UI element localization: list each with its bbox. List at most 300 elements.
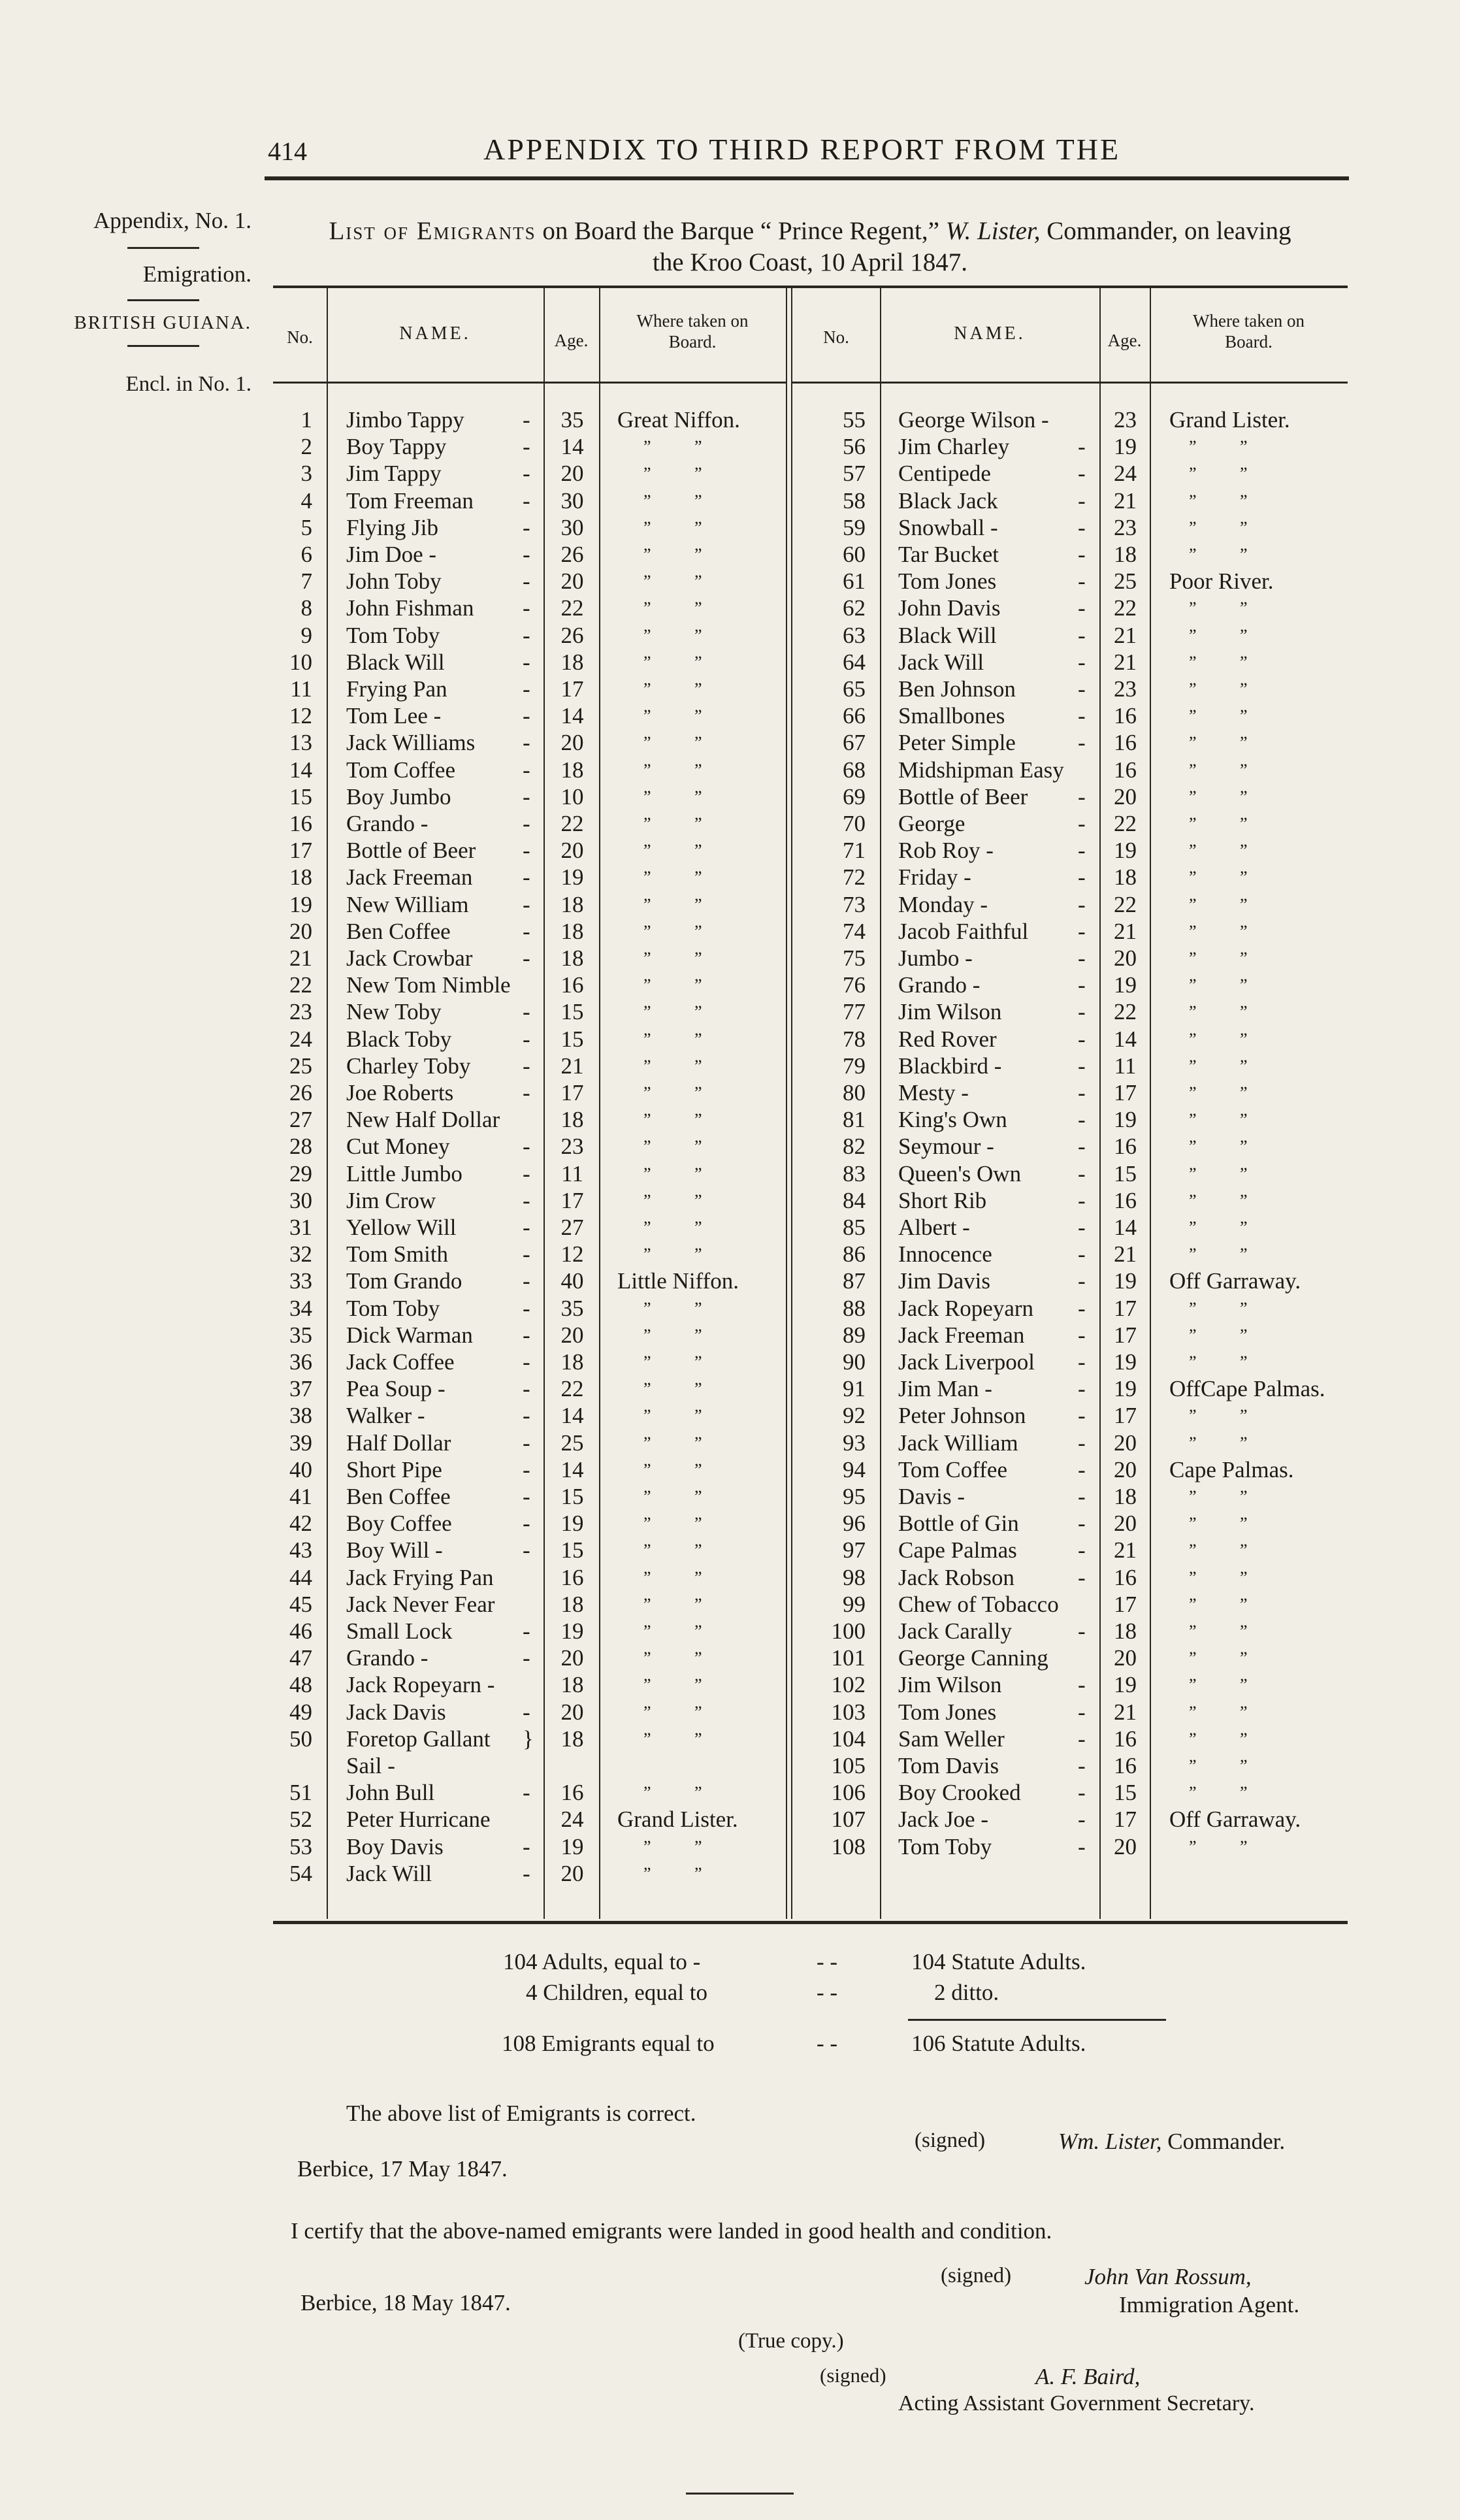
col-header-where-right-line2: Board. (1225, 332, 1273, 352)
leader-dash: - (1078, 703, 1086, 729)
title-line2: the Kroo Coast, 10 April 1847. (652, 248, 968, 276)
ditto-mark: ” ” (1189, 894, 1267, 914)
emigrant-number: 40 (289, 1456, 312, 1482)
emigrant-name: New Toby (346, 999, 442, 1025)
emigrant-number: 1 (300, 407, 312, 433)
emigrant-number: 7 (300, 568, 312, 595)
table-row (0, 783, 1460, 810)
emigrant-age: 22 (1114, 891, 1137, 917)
emigrant-name: Dick Warman (346, 1322, 473, 1348)
table-row (0, 1779, 1460, 1806)
ditto-mark: ” ” (643, 1460, 722, 1479)
emigrant-name: New Tom Nimble (346, 972, 511, 998)
leader-dash: - (1078, 514, 1086, 540)
leader-dash: - (523, 945, 530, 971)
ditto-mark: ” ” (1189, 787, 1267, 806)
table-row (0, 702, 1460, 729)
emigrant-number: 74 (843, 918, 866, 944)
leader-dash: - (523, 1699, 530, 1725)
margin-rule (127, 299, 199, 301)
cert-role-2: Immigration Agent. (1119, 2292, 1300, 2317)
table-row (0, 1160, 1460, 1187)
leader-dash: - (1078, 622, 1086, 648)
leader-dash: - (523, 1080, 530, 1105)
emigrant-number: 98 (843, 1564, 866, 1590)
leader-dash: - (523, 461, 530, 487)
end-rule (686, 2493, 794, 2495)
ditto-mark: ” ” (643, 894, 722, 914)
leader-dash: - (523, 1134, 530, 1160)
emigrant-name: Small Lock (346, 1618, 453, 1644)
emigrant-age: 27 (560, 1215, 584, 1240)
emigrant-name: Peter Johnson (898, 1403, 1026, 1429)
leader-dash: - (523, 1860, 530, 1886)
emigrant-number: 86 (843, 1241, 866, 1268)
leader-dash: - (1078, 1160, 1086, 1186)
table-row (0, 487, 1460, 514)
summary-adults-label: 104 Adults, equal to - (503, 1949, 701, 1974)
emigrant-name: Boy Jumbo (346, 783, 451, 810)
col-header-where-line2: Board. (668, 332, 717, 352)
leader-dash: - (1078, 783, 1086, 810)
leader-dash: - (1078, 1295, 1086, 1321)
emigrant-number: 13 (289, 730, 312, 756)
leader-dash: - (1078, 1134, 1086, 1160)
ditto-mark: ” ” (643, 921, 722, 941)
table-row (0, 1591, 1460, 1618)
emigrant-number: 31 (289, 1215, 312, 1240)
ditto-mark: ” ” (643, 625, 722, 645)
cert-signed-2: (signed) (941, 2264, 1012, 2287)
ditto-mark: ” ” (1189, 1487, 1267, 1506)
emigrant-name: Grando - (898, 972, 981, 998)
emigrant-age: 15 (560, 1537, 584, 1563)
emigrant-name: Grando - (346, 1645, 429, 1671)
emigrant-age: 18 (560, 649, 584, 675)
emigrant-age: 19 (1114, 1672, 1137, 1698)
ditto-mark: ” ” (1189, 1567, 1267, 1587)
ditto-mark: ” ” (1189, 814, 1267, 833)
header-rule (265, 176, 1349, 180)
ditto-mark: ” ” (1189, 1622, 1267, 1641)
leader-dash: - (523, 1376, 530, 1402)
leader-dash: - (523, 1295, 530, 1321)
leader-dash: - (1078, 891, 1086, 917)
summary-total-value: 106 Statute Adults. (911, 2031, 1086, 2056)
emigrant-name: Smallbones (898, 703, 1005, 729)
emigrant-age: 19 (1114, 1349, 1137, 1375)
emigrant-name: Tom Coffee (346, 757, 456, 783)
summary-total-dashes: - - (817, 2031, 838, 2056)
ditto-mark: ” ” (1189, 679, 1267, 698)
emigrant-age: 16 (1114, 1187, 1137, 1213)
ditto-mark: ” ” (1189, 975, 1267, 995)
emigrant-age: 18 (560, 945, 584, 971)
leader-dash: - (523, 1403, 530, 1429)
ditto-mark: ” ” (643, 1783, 722, 1803)
leader-dash: - (523, 999, 530, 1025)
emigrant-name: New Half Dollar (346, 1107, 500, 1133)
leader-dash: - (523, 1780, 530, 1806)
cert-place-date-2: Berbice, 18 May 1847. (300, 2290, 511, 2315)
emigrant-age: 21 (1114, 1537, 1137, 1563)
leader-dash: - (1078, 1349, 1086, 1375)
emigrant-name: Bottle of Gin (898, 1511, 1019, 1537)
emigrant-age: 23 (1114, 407, 1137, 433)
emigrant-age: 18 (560, 891, 584, 917)
emigrant-age: 35 (560, 1295, 584, 1321)
cert-signed-1: (signed) (915, 2129, 986, 2152)
emigrant-name: Tom Toby (898, 1833, 992, 1859)
emigrant-age: 21 (1114, 622, 1137, 648)
emigrant-number: 62 (843, 595, 866, 621)
leader-dash: - (523, 407, 530, 433)
emigrant-number: 53 (289, 1833, 312, 1859)
emigrant-age: 14 (1114, 1026, 1137, 1052)
emigrant-number: 19 (289, 891, 312, 917)
leader-dash: - (1078, 1376, 1086, 1402)
table-row (0, 1618, 1460, 1645)
ditto-mark: ” ” (643, 1675, 722, 1695)
emigrant-name: Frying Pan (346, 676, 447, 702)
emigrant-age: 21 (560, 1053, 584, 1079)
emigrant-number: 29 (289, 1160, 312, 1186)
ditto-mark: ” ” (643, 760, 722, 779)
ditto-mark: ” ” (1189, 1783, 1267, 1803)
ditto-mark: ” ” (643, 949, 722, 968)
ditto-mark: ” ” (1189, 1056, 1267, 1075)
emigrant-name: Bottle of Beer (898, 783, 1028, 810)
ditto-mark: ” ” (1189, 598, 1267, 618)
emigrant-number: 22 (289, 972, 312, 998)
true-copy: (True copy.) (738, 2329, 844, 2353)
ditto-mark: ” ” (1189, 1002, 1267, 1022)
leader-dash: - (1078, 864, 1086, 891)
leader-dash: - (523, 1160, 530, 1186)
emigrant-age: 22 (1114, 999, 1137, 1025)
col-header-where-line1: Where taken on (636, 311, 749, 331)
emigrant-age: 11 (561, 1160, 583, 1186)
emigrant-age: 26 (560, 622, 584, 648)
emigrant-number: 55 (843, 407, 866, 433)
emigrant-age: 10 (560, 783, 584, 810)
emigrant-number: 25 (289, 1053, 312, 1079)
cert-place-date-1: Berbice, 17 May 1847. (297, 2156, 508, 2182)
emigrant-age: 14 (1114, 1215, 1137, 1240)
table-row (0, 1671, 1460, 1698)
emigrant-name: Flying Jib (346, 514, 439, 540)
ditto-mark: ” ” (643, 706, 722, 726)
emigrant-name: Jack Crowbar (346, 945, 473, 971)
leader-dash: - (523, 1026, 530, 1052)
ditto-mark: ” ” (1189, 706, 1267, 726)
emigrant-name: Jim Wilson (898, 1672, 1002, 1698)
title-commander: W. Lister, (945, 217, 1041, 245)
emigrant-name: Black Toby (346, 1026, 452, 1052)
emigrant-name: Jack Davis (346, 1699, 446, 1725)
emigrant-number: 20 (289, 918, 312, 944)
emigrant-number: 58 (843, 487, 866, 514)
emigrant-number: 81 (843, 1107, 866, 1133)
summary-children-label: 4 Children, equal to (526, 1980, 708, 2005)
ditto-mark: ” ” (1189, 1352, 1267, 1371)
leader-dash: } (523, 1726, 534, 1752)
table-row (0, 1295, 1460, 1322)
leader-dash: - (523, 1645, 530, 1671)
emigrant-name: Albert - (898, 1215, 970, 1240)
emigrant-name: King's Own (898, 1107, 1007, 1133)
where-taken: Great Niffon. (617, 407, 740, 433)
emigrant-age: 18 (1114, 864, 1137, 891)
emigrant-number: 83 (843, 1160, 866, 1186)
emigrant-number: 12 (289, 703, 312, 729)
emigrant-age: 16 (1114, 730, 1137, 756)
emigrant-age: 20 (560, 1645, 584, 1671)
col-header-where-right (1150, 310, 1348, 352)
table-row (0, 998, 1460, 1025)
emigrant-number: 63 (843, 622, 866, 648)
emigrant-name: Midshipman Easy (898, 757, 1064, 783)
emigrant-age: 18 (560, 1672, 584, 1698)
margin-rule (127, 345, 199, 347)
emigrant-name: Tar Bucket (898, 542, 999, 567)
ditto-mark: ” ” (643, 572, 722, 591)
ditto-mark: ” ” (1189, 1702, 1267, 1722)
table-row (0, 1726, 1460, 1752)
summary-children-value: 2 ditto. (934, 1980, 999, 2005)
emigrant-age: 14 (560, 1403, 584, 1429)
table-row (0, 918, 1460, 945)
leader-dash: - (523, 891, 530, 917)
ditto-mark: ” ” (643, 1648, 722, 1668)
table-row (0, 1026, 1460, 1053)
emigrant-age: 24 (1114, 461, 1137, 487)
table-top-rule (273, 286, 1348, 288)
emigrant-age: 40 (560, 1268, 584, 1294)
ditto-mark: ” ” (643, 1433, 722, 1452)
leader-dash: - (1078, 461, 1086, 487)
col-header-age-right: Age. (1107, 331, 1142, 350)
margin-appendix: Appendix, No. 1. (93, 208, 251, 233)
emigrant-name: Jack Ropeyarn - (346, 1672, 495, 1698)
emigrant-number: 90 (843, 1349, 866, 1375)
where-taken: Cape Palmas. (1169, 1456, 1294, 1482)
ditto-mark: ” ” (1189, 1137, 1267, 1156)
emigrant-age: 25 (560, 1430, 584, 1456)
table-row (0, 972, 1460, 998)
ditto-mark: ” ” (643, 1002, 722, 1022)
emigrant-age: 16 (560, 972, 584, 998)
ditto-mark: ” ” (1189, 1675, 1267, 1695)
ditto-mark: ” ” (1189, 841, 1267, 860)
ditto-mark: ” ” (643, 1406, 722, 1426)
table-row (0, 433, 1460, 460)
ditto-mark: ” ” (643, 814, 722, 833)
table-row (0, 649, 1460, 676)
ditto-mark: ” ” (643, 1567, 722, 1587)
emigrant-number: 95 (843, 1484, 866, 1509)
emigrant-number: 52 (289, 1807, 312, 1833)
emigrant-age: 17 (1114, 1295, 1137, 1321)
emigrant-number: 84 (843, 1187, 866, 1213)
leader-dash: - (523, 1537, 530, 1563)
leader-dash: - (1078, 1403, 1086, 1429)
margin-rule (127, 247, 199, 249)
ditto-mark: ” ” (1189, 625, 1267, 645)
leader-dash: - (523, 1268, 530, 1294)
emigrant-name: Centipede (898, 461, 991, 487)
table-row (0, 1537, 1460, 1563)
emigrant-name: Jack Never Fear (346, 1591, 495, 1617)
table-row (0, 1752, 1460, 1779)
table-row (0, 1402, 1460, 1429)
ditto-mark: ” ” (643, 1029, 722, 1049)
leader-dash: - (523, 1484, 530, 1509)
ditto-mark: ” ” (1189, 1648, 1267, 1668)
ditto-mark: ” ” (643, 517, 722, 537)
emigrant-name: Jack Robson (898, 1564, 1014, 1590)
ditto-mark: ” ” (643, 1164, 722, 1183)
table-row (0, 1430, 1460, 1456)
emigrant-name: Half Dollar (346, 1430, 451, 1456)
ditto-mark: ” ” (643, 1190, 722, 1210)
table-row (0, 1456, 1460, 1483)
table-row (0, 837, 1460, 864)
emigrant-age: 12 (560, 1241, 584, 1268)
col-header-name-right: NAME. (954, 323, 1026, 344)
ditto-mark: ” ” (643, 1541, 722, 1560)
ditto-mark: ” ” (643, 975, 722, 995)
emigrant-name: Joe Roberts (346, 1080, 454, 1105)
leader-dash: - (1078, 918, 1086, 944)
leader-dash: - (1078, 1322, 1086, 1348)
emigrant-name: Jack Freeman (898, 1322, 1025, 1348)
title-lead: List of Emigrants (329, 217, 536, 245)
table-row (0, 1241, 1460, 1268)
ditto-mark: ” ” (1189, 517, 1267, 537)
ditto-mark: ” ” (1189, 1729, 1267, 1748)
emigrant-number: 39 (289, 1430, 312, 1456)
ditto-mark: ” ” (1189, 652, 1267, 672)
emigrant-name: Short Pipe (346, 1456, 442, 1482)
ditto-mark: ” ” (643, 1702, 722, 1722)
emigrant-name: Boy Will - (346, 1537, 443, 1563)
ditto-mark: ” ” (1189, 1433, 1267, 1452)
leader-dash: - (523, 487, 530, 514)
cert-signer-1-role: Commander. (1161, 2129, 1286, 2154)
leader-dash: - (523, 1456, 530, 1482)
emigrant-name: Pea Soup - (346, 1376, 446, 1402)
leader-dash: - (1078, 1430, 1086, 1456)
cert-signer-1 (1058, 2129, 1285, 2155)
emigrant-number: 35 (289, 1322, 312, 1348)
table-row (0, 1483, 1460, 1510)
emigrant-number: 65 (843, 676, 866, 702)
emigrant-name: Cut Money (346, 1134, 450, 1160)
leader-dash: - (523, 730, 530, 756)
emigrant-number: 36 (289, 1349, 312, 1375)
emigrant-name: Jim Davis (898, 1268, 990, 1294)
emigrant-number: 79 (843, 1053, 866, 1079)
col-header-name: NAME. (399, 323, 471, 344)
emigrant-number: 4 (300, 487, 312, 514)
ditto-mark: ” ” (643, 841, 722, 860)
leader-dash: - (1078, 1187, 1086, 1213)
emigrant-number: 23 (289, 999, 312, 1025)
emigrant-number: 85 (843, 1215, 866, 1240)
emigrant-number: 38 (289, 1403, 312, 1429)
emigrant-name: Snowball - (898, 514, 998, 540)
emigrant-age: 19 (1114, 972, 1137, 998)
ditto-mark: ” ” (643, 1514, 722, 1533)
ditto-mark: ” ” (1189, 1245, 1267, 1264)
leader-dash: - (523, 811, 530, 836)
emigrant-number: 2 (300, 434, 312, 460)
cert-role-3: Acting Assistant Government Secretary. (898, 2391, 1255, 2415)
leader-dash: - (1078, 1833, 1086, 1859)
emigrant-name: New William (346, 891, 469, 917)
emigrant-number: 64 (843, 649, 866, 675)
leader-dash: - (1078, 487, 1086, 514)
leader-dash: - (1078, 811, 1086, 836)
emigrant-name: Tom Lee - (346, 703, 442, 729)
emigrant-age: 18 (1114, 1618, 1137, 1644)
table-row (0, 1268, 1460, 1294)
emigrant-age: 17 (560, 1080, 584, 1105)
ditto-mark: ” ” (1189, 733, 1267, 753)
emigrant-number: 56 (843, 434, 866, 460)
emigrant-age: 18 (560, 1591, 584, 1617)
emigrant-name: Jack Carally (898, 1618, 1012, 1644)
emigrant-name: Jack Ropeyarn (898, 1295, 1034, 1321)
emigrant-number: 6 (300, 542, 312, 567)
emigrant-age: 20 (560, 1699, 584, 1725)
ditto-mark: ” ” (643, 787, 722, 806)
ditto-mark: ” ” (1189, 1514, 1267, 1533)
emigrant-name: Jack Joe - (898, 1807, 989, 1833)
leader-dash: - (1078, 1672, 1086, 1698)
leader-dash: - (523, 434, 530, 460)
emigrant-name: Tom Toby (346, 1295, 440, 1321)
leader-dash: - (1078, 1080, 1086, 1105)
emigrant-age: 16 (1114, 1134, 1137, 1160)
summary-adults-value: 104 Statute Adults. (911, 1949, 1086, 1974)
emigrant-age: 15 (1114, 1780, 1137, 1806)
col-header-no-right: No. (823, 327, 849, 347)
emigrant-age: 17 (560, 1187, 584, 1213)
emigrant-number: 45 (289, 1591, 312, 1617)
leader-dash: - (523, 676, 530, 702)
emigrant-number: 102 (831, 1672, 866, 1698)
emigrant-number: 59 (843, 514, 866, 540)
ditto-mark: ” ” (1189, 1218, 1267, 1237)
emigrant-age: 18 (1114, 1484, 1137, 1509)
where-taken: Off Garraway. (1169, 1807, 1301, 1833)
emigrant-number: 8 (300, 595, 312, 621)
emigrant-number: 51 (289, 1780, 312, 1806)
table-row (0, 676, 1460, 702)
ditto-mark: ” ” (643, 1729, 722, 1748)
ditto-mark: ” ” (643, 1837, 722, 1856)
ditto-mark: ” ” (643, 1863, 722, 1883)
emigrant-name: Tom Grando (346, 1268, 462, 1294)
emigrant-number: 107 (831, 1807, 866, 1833)
emigrant-age: 18 (1114, 542, 1137, 567)
emigrant-number: 97 (843, 1537, 866, 1563)
emigrant-number: 105 (831, 1753, 866, 1778)
emigrant-name: Chew of Tobacco (898, 1591, 1059, 1617)
emigrant-age: 20 (1114, 945, 1137, 971)
